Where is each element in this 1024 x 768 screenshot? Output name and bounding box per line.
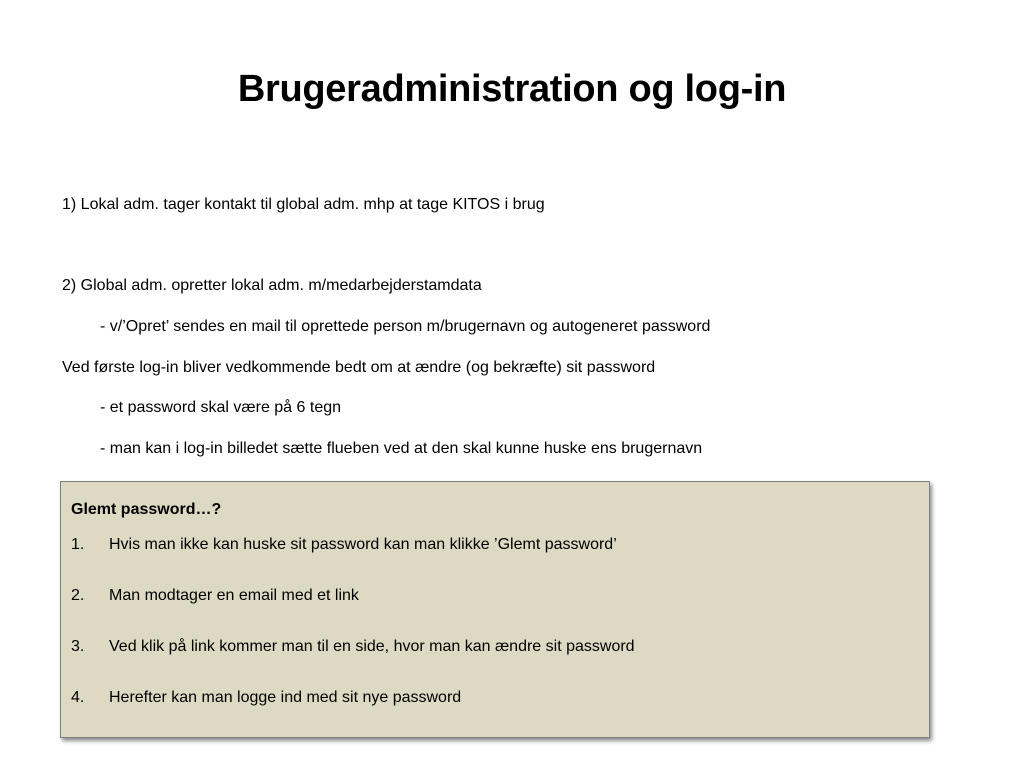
list-item-text: Ved klik på link kommer man til en side, hvor man kan ændre sit password bbox=[109, 638, 635, 655]
body-line-first-login: Ved første log-in bliver vedkommende bedt om at ændre (og bekræfte) sit password bbox=[62, 359, 656, 376]
list-item-text: Hvis man ikke kan huske sit password kan man klikke ’Glemt password’ bbox=[109, 536, 617, 553]
callout-list-item bbox=[71, 587, 359, 605]
callout-title: Glemt password…? bbox=[71, 501, 222, 518]
list-item-text: Herefter kan man logge ind med sit nye password bbox=[109, 689, 462, 706]
forgot-password-callout bbox=[60, 481, 930, 738]
list-item-number: 4. bbox=[71, 689, 85, 706]
list-item-number: 2. bbox=[71, 587, 85, 604]
list-item-number: 3. bbox=[71, 638, 85, 655]
callout-list-item bbox=[71, 689, 461, 707]
body-subline-opret: - v/’Opret’ sendes en mail til oprettede person m/brugernavn og autogeneret password bbox=[100, 318, 711, 335]
body-subline-remember-username: - man kan i log-in billedet sætte flueben ved at den skal kunne huske ens brugernavn bbox=[100, 440, 703, 457]
body-subline-password-length: - et password skal være på 6 tegn bbox=[100, 399, 342, 416]
callout-list-item bbox=[71, 536, 617, 554]
slide-title: Brugeradministration og log-in bbox=[237, 68, 787, 110]
callout-list-item bbox=[71, 638, 635, 656]
body-line-2: 2) Global adm. opretter lokal adm. m/medarbejderstamdata bbox=[62, 277, 482, 294]
list-item-text: Man modtager en email med et link bbox=[109, 587, 359, 604]
body-line-1: 1) Lokal adm. tager kontakt til global adm. mhp at tage KITOS i brug bbox=[62, 196, 545, 213]
list-item-number: 1. bbox=[71, 536, 85, 553]
